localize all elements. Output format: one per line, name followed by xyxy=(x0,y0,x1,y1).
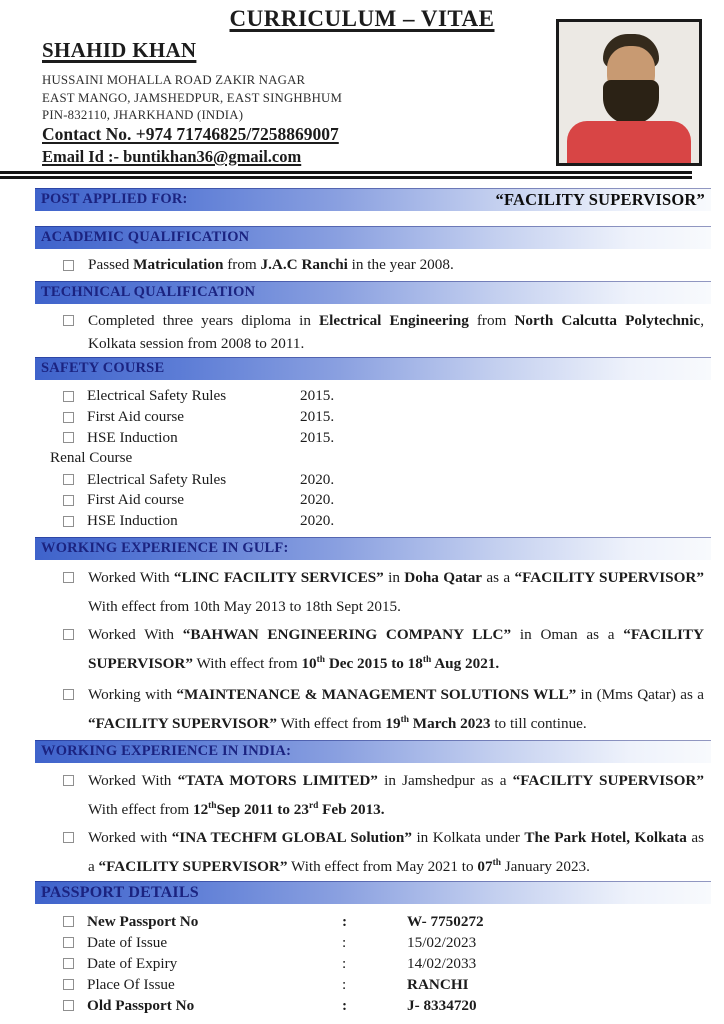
gulf-experience-item xyxy=(88,564,704,621)
photo-beard-shape xyxy=(603,80,659,124)
india-experience-text: Worked with “INA TECHFM GLOBAL Solution” in Kolkata under The Park Hotel, Kolkata as a “FACILITY SUPERVISOR” With effect from May 2021 to 07th January 2023. xyxy=(88,829,704,875)
passport-separator: : xyxy=(342,954,347,972)
passport-field-label: Old Passport No xyxy=(87,996,195,1014)
technical-item-text: Completed three years diploma in Electrical Engineering from North Calcutta Polytechnic, Kolkata session from 2008 to 2011. xyxy=(88,312,704,352)
technical-item xyxy=(88,309,704,355)
checkbox-bullet-icon xyxy=(63,937,74,948)
passport-field-label: Date of Expiry xyxy=(87,954,178,972)
india-experience-text: Worked With “TATA MOTORS LIMITED” in Jamshedpur as a “FACILITY SUPERVISOR” With effect from 12thSep 2011 to 23rd Feb 2013. xyxy=(88,772,704,818)
passport-field-value: 15/02/2023 xyxy=(407,933,477,951)
passport-field-value: J- 8334720 xyxy=(407,996,477,1014)
gulf-experience-item xyxy=(88,621,704,678)
academic-item-text: Passed Matriculation from J.A.C Ranchi in the year 2008. xyxy=(88,256,454,273)
checkbox-bullet-icon xyxy=(63,315,74,326)
safety-course-name: First Aid course xyxy=(87,491,185,509)
checkbox-bullet-icon xyxy=(63,629,74,640)
section-band-india: WORKING EXPERIENCE IN INDIA: xyxy=(35,740,711,763)
passport-row xyxy=(63,932,663,953)
checkbox-bullet-icon xyxy=(63,391,74,402)
passport-field-value: 14/02/2033 xyxy=(407,954,477,972)
checkbox-bullet-icon xyxy=(63,412,74,423)
passport-separator: : xyxy=(342,996,348,1014)
safety-row xyxy=(63,428,483,449)
section-band-academic: ACADEMIC QUALIFICATION xyxy=(35,226,711,249)
safety-course-name: First Aid course xyxy=(87,408,185,426)
safety-row xyxy=(63,407,483,428)
safety-row xyxy=(63,511,483,532)
address-line: HUSSAINI MOHALLA ROAD ZAKIR NAGAR xyxy=(42,73,306,87)
applicant-photo xyxy=(556,19,702,166)
safety-course-name: HSE Induction xyxy=(87,428,178,446)
safety-course-year: 2020. xyxy=(300,470,335,488)
checkbox-bullet-icon xyxy=(63,689,74,700)
email-address: Email Id :- buntikhan36@gmail.com xyxy=(42,147,302,166)
header-divider xyxy=(0,171,692,179)
address-block xyxy=(42,72,342,125)
passport-separator: : xyxy=(342,912,348,930)
checkbox-bullet-icon xyxy=(63,260,74,271)
safety-course-year: 2020. xyxy=(300,491,335,509)
renal-course-label: Renal Course xyxy=(50,449,133,467)
passport-field-label: New Passport No xyxy=(87,912,199,930)
section-band-gulf: WORKING EXPERIENCE IN GULF: xyxy=(35,537,711,560)
checkbox-bullet-icon xyxy=(63,979,74,990)
passport-field-label: Place Of Issue xyxy=(87,975,175,993)
passport-row xyxy=(63,974,663,995)
passport-row xyxy=(63,995,663,1016)
checkbox-bullet-icon xyxy=(63,958,74,969)
gulf-experience-item xyxy=(88,681,704,738)
checkbox-bullet-icon xyxy=(63,432,74,443)
post-applied-value: “FACILITY SUPERVISOR” xyxy=(495,190,705,209)
india-experience-item xyxy=(88,767,704,824)
safety-course-name: Electrical Safety Rules xyxy=(87,387,227,405)
academic-item xyxy=(88,254,704,276)
passport-field-value: W- 7750272 xyxy=(407,912,484,930)
passport-separator: : xyxy=(342,933,347,951)
safety-row xyxy=(63,386,483,407)
checkbox-bullet-icon xyxy=(63,516,74,527)
section-band-post-applied xyxy=(35,188,711,211)
safety-row xyxy=(63,469,483,490)
safety-course-year: 2015. xyxy=(300,428,335,446)
gulf-experience-text: Worked With “BAHWAN ENGINEERING COMPANY LLC” in Oman as a “FACILITY SUPERVISOR” With effect from 10th Dec 2015 to 18th Aug 2021. xyxy=(88,626,704,672)
section-band-passport: PASSPORT DETAILS xyxy=(35,881,711,904)
contact-number: Contact No. +974 71746825/7258869007 xyxy=(42,124,339,144)
address-line: EAST MANGO, JAMSHEDPUR, EAST SINGHBHUM xyxy=(42,90,343,105)
section-band-safety: SAFETY COURSE xyxy=(35,357,711,380)
checkbox-bullet-icon xyxy=(63,916,74,927)
photo-shirt-shape xyxy=(567,121,691,163)
address-line: PIN-832110, JHARKHAND (INDIA) xyxy=(42,108,244,122)
passport-details-table xyxy=(63,911,663,1016)
passport-row xyxy=(63,911,663,932)
document-title: CURRICULUM – VITAE xyxy=(229,6,495,31)
gulf-experience-text: Working with “MAINTENANCE & MANAGEMENT SOLUTIONS WLL” in (Mms Qatar) as a “FACILITY SUPERVISOR” With effect from 19th March 2023 to till continue. xyxy=(88,686,704,732)
safety-course-name: HSE Induction xyxy=(87,512,178,530)
safety-course-year: 2015. xyxy=(300,408,335,426)
checkbox-bullet-icon xyxy=(63,832,74,843)
safety-course-year: 2020. xyxy=(300,512,335,530)
safety-course-list xyxy=(50,386,483,532)
checkbox-bullet-icon xyxy=(63,495,74,506)
section-band-technical: TECHNICAL QUALIFICATION xyxy=(35,281,711,304)
safety-row xyxy=(63,490,483,511)
passport-separator: : xyxy=(342,975,347,993)
passport-field-value: RANCHI xyxy=(407,975,469,993)
passport-field-label: Date of Issue xyxy=(87,933,168,951)
passport-row xyxy=(63,953,663,974)
gulf-experience-text: Worked With “LINC FACILITY SERVICES” in Doha Qatar as a “FACILITY SUPERVISOR” With effect from 10th May 2013 to 18th Sept 2015. xyxy=(88,569,704,615)
safety-course-name: Electrical Safety Rules xyxy=(87,470,227,488)
checkbox-bullet-icon xyxy=(63,775,74,786)
india-experience-item xyxy=(88,824,704,881)
applicant-name: SHAHID KHAN xyxy=(42,38,197,62)
safety-course-year: 2015. xyxy=(300,387,335,405)
checkbox-bullet-icon xyxy=(63,1000,74,1011)
checkbox-bullet-icon xyxy=(63,474,74,485)
checkbox-bullet-icon xyxy=(63,572,74,583)
post-applied-label: POST APPLIED FOR: xyxy=(41,191,188,207)
